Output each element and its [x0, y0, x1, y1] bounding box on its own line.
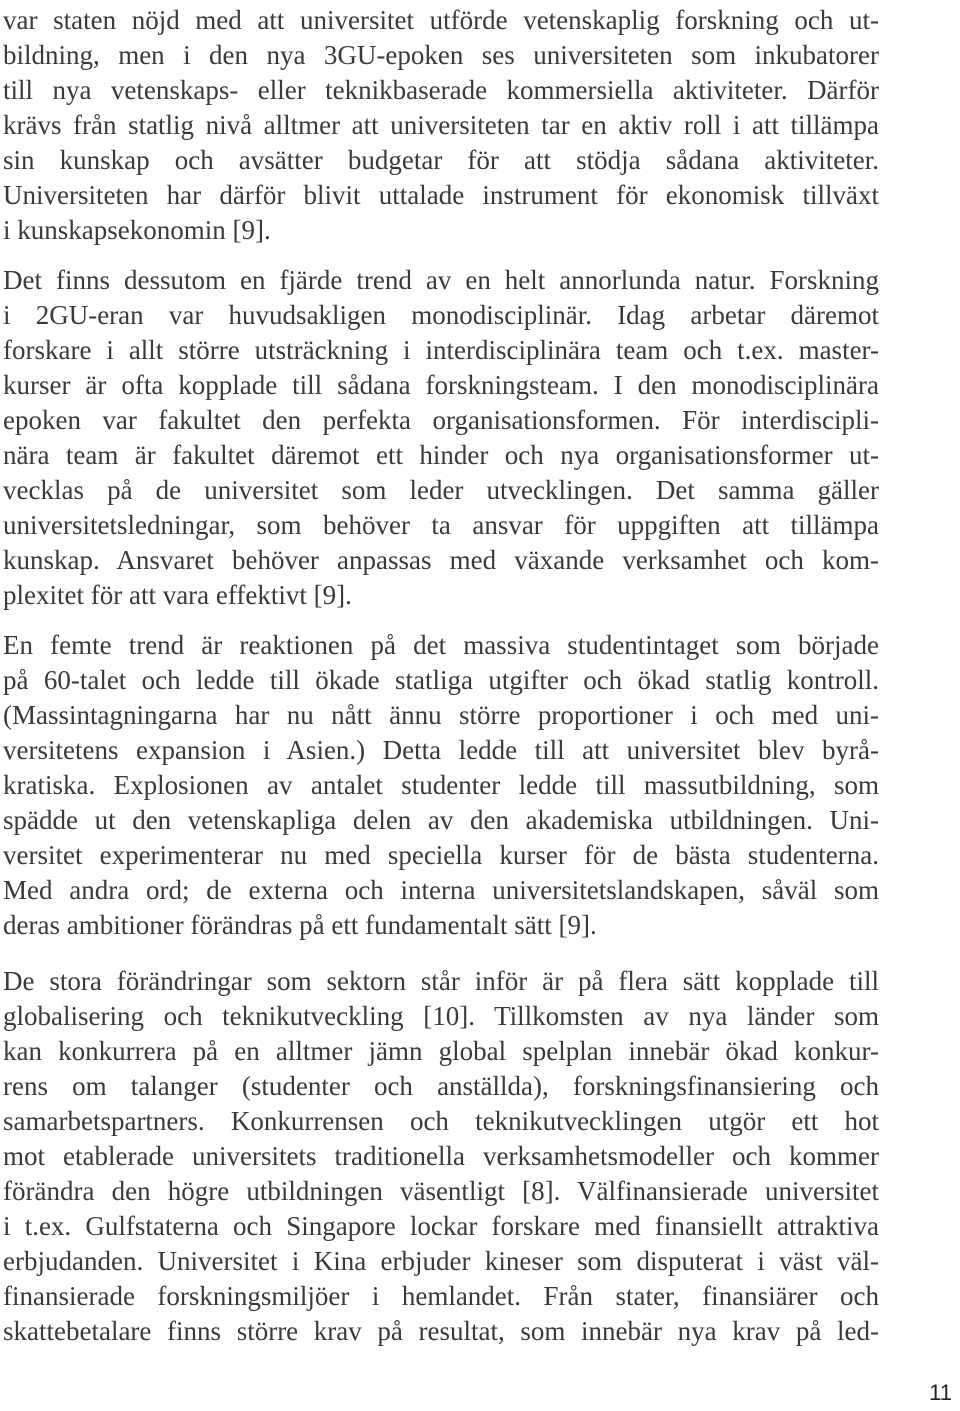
- paragraph-2-line-5: epoken var fakultet den perfekta organisationsformen. För interdiscipli-: [3, 405, 879, 435]
- paragraph-4-line-8: i t.ex. Gulfstaterna och Singapore lockar forskare med finansiellt attraktiva: [3, 1211, 879, 1241]
- paragraph-2-line-6: nära team är fakultet däremot ett hinder och nya organisationsformer ut-: [3, 440, 879, 470]
- paragraph-3-line-3: (Massintagningarna har nu nått ännu större proportioner i och med uni-: [3, 700, 879, 730]
- paragraph-3-line-7: versitet experimenterar nu med speciella kurser för de bästa studenterna.: [3, 840, 879, 870]
- paragraph-4-line-7: förändra den högre utbildningen väsentligt [8]. Välfinansierade universitet: [3, 1176, 879, 1206]
- paragraph-2-line-1: Det finns dessutom en fjärde trend av en helt annorlunda natur. Forskning: [3, 265, 879, 295]
- paragraph-4-line-9: erbjudanden. Universitet i Kina erbjuder kineser som disputerat i väst väl-: [3, 1246, 879, 1276]
- paragraph-2-line-10: plexitet för att vara effektivt [9].: [3, 580, 352, 610]
- paragraph-2-line-2: i 2GU-eran var huvudsakligen monodisciplinär. Idag arbetar däremot: [3, 300, 879, 330]
- paragraph-4-line-10: finansierade forskningsmiljöer i hemlandet. Från stater, finansiärer och: [3, 1281, 879, 1311]
- paragraph-3-line-1: En femte trend är reaktionen på det massiva studentintaget som började: [3, 630, 879, 660]
- paragraph-2-line-4: kurser är ofta kopplade till sådana forskningsteam. I den monodisciplinära: [3, 370, 879, 400]
- paragraph-1-line-6: Universiteten har därför blivit uttalade instrument för ekonomisk tillväxt: [3, 180, 879, 210]
- paragraph-4-line-6: mot etablerade universitets traditionella verksamhetsmodeller och kommer: [3, 1141, 879, 1171]
- paragraph-1-line-5: sin kunskap och avsätter budgetar för att stödja sådana aktiviteter.: [3, 145, 879, 175]
- paragraph-1-line-1: var staten nöjd med att universitet utförde vetenskaplig forskning och ut-: [3, 5, 879, 35]
- paragraph-4-line-11: skattebetalare finns större krav på resultat, som innebär nya krav på led-: [3, 1316, 879, 1346]
- paragraph-1-line-3: till nya vetenskaps- eller teknikbaserade kommersiella aktiviteter. Därför: [3, 75, 879, 105]
- paragraph-3-line-5: kratiska. Explosionen av antalet studenter ledde till massutbildning, som: [3, 770, 879, 800]
- paragraph-3-line-6: spädde ut den vetenskapliga delen av den akademiska utbildningen. Uni-: [3, 805, 879, 835]
- paragraph-2-line-7: vecklas på de universitet som leder utvecklingen. Det samma gäller: [3, 475, 879, 505]
- paragraph-4-line-5: samarbetspartners. Konkurrensen och teknikutvecklingen utgör ett hot: [3, 1106, 879, 1136]
- page-number: 11: [929, 1380, 952, 1405]
- paragraph-3-line-2: på 60-talet och ledde till ökade statliga utgifter och ökad statlig kontroll.: [3, 665, 879, 695]
- paragraph-4-line-3: kan konkurrera på en alltmer jämn global spelplan innebär ökad konkur-: [3, 1036, 879, 1066]
- paragraph-1-line-2: bildning, men i den nya 3GU-epoken ses universiteten som inkubatorer: [3, 40, 879, 70]
- paragraph-1-line-4: krävs från statlig nivå alltmer att universiteten tar en aktiv roll i att tillämpa: [3, 110, 879, 140]
- paragraph-3-line-8: Med andra ord; de externa och interna universitetslandskapen, såväl som: [3, 875, 879, 905]
- paragraph-3-line-4: versitetens expansion i Asien.) Detta ledde till att universitet blev byrå-: [3, 735, 879, 765]
- paragraph-4-line-4: rens om talanger (studenter och anställda), forskningsfinansiering och: [3, 1071, 879, 1101]
- paragraph-4-line-1: De stora förändringar som sektorn står inför är på flera sätt kopplade till: [3, 966, 879, 996]
- paragraph-2-line-8: universitetsledningar, som behöver ta ansvar för uppgiften att tillämpa: [3, 510, 879, 540]
- paragraph-2-line-9: kunskap. Ansvaret behöver anpassas med växande verksamhet och kom-: [3, 545, 879, 575]
- paragraph-3-line-9: deras ambitioner förändras på ett fundamentalt sätt [9].: [3, 910, 597, 940]
- paragraph-4-line-2: globalisering och teknikutveckling [10]. Tillkomsten av nya länder som: [3, 1001, 879, 1031]
- paragraph-2-line-3: forskare i allt större utsträckning i interdisciplinära team och t.ex. master-: [3, 335, 879, 365]
- paragraph-1-line-7: i kunskapsekonomin [9].: [3, 215, 271, 245]
